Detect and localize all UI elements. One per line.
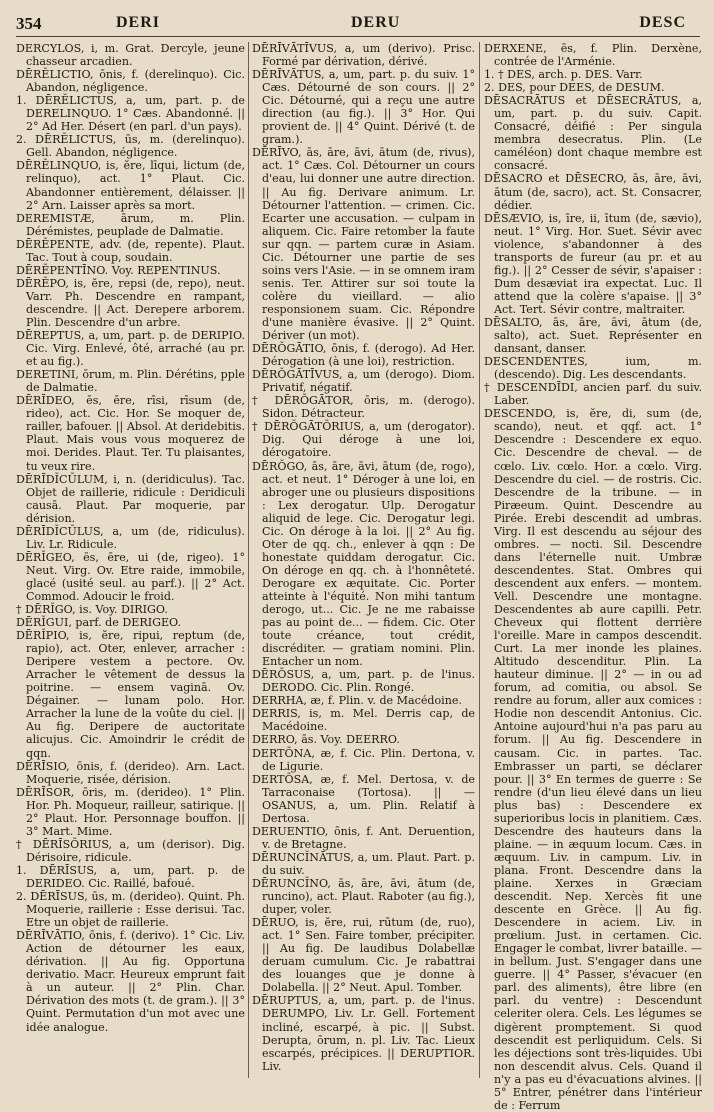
column-right xyxy=(484,42,702,1112)
dictionary-entry: DĒRĪVO, ās, āre, āvi, ātum (de, rivus), act. 1° Cæs. Col. Détourner un cours d'eau, lui donner une autre direction. || Au fig. Derivare animum. Lr. Détourner l'attention. — crimen. Cic. Ecarter une accusation. — culpam in aliquem. Cic. Faire retomber la faute sur qqn. — partem curæ in Asiam. Cic. Détourner une partie de ses soins vers l'Asie. — in se omnem iram senis. Ter. Attirer sur soi toute la colère du vieillard. — alio responsionem suam. Cic. Répondre d'une manière évasive. || 2° Quint. Dériver (un mot). xyxy=(252,146,475,343)
dictionary-entry: DERTŌSA, æ, f. Mel. Dertosa, v. de Tarraconaise (Tortosa). || — OSANUS, a, um. Plin. Relatif à Dertosa. xyxy=(252,772,475,825)
dictionary-entry: DĒRUNCĬNO, ās, āre, āvi, ātum (de, runcino), act. Plaut. Raboter (au fig.), duper, voler. xyxy=(252,877,475,917)
dictionary-entry: 2. DĒRĪSUS, ūs, m. (derideo). Quint. Ph. Moquerie, raillerie : Esse derisui. Tac. Etre un objet de raillerie. xyxy=(16,890,245,930)
dictionary-entry: DĒRUNCĬNĀTUS, a, um. Plaut. Part. p. du suiv. xyxy=(252,850,475,877)
dictionary-entry: DĒREPTUS, a, um, part. p. de DERIPIO. Cic. Virg. Enlevé, ôté, arraché (au pr. et au fig.). xyxy=(16,329,245,369)
page-header xyxy=(16,12,700,38)
dictionary-entry: 2. DĒRĔLICTUS, ūs, m. (derelinquo). Gell. Abandon, négligence. xyxy=(16,133,245,160)
dictionary-entry: DĒRĔLICTIO, ōnis, f. (derelinquo). Cic. Abandon, négligence. xyxy=(16,68,245,95)
dictionary-entry: DĒSACRO et DĒSECRO, ās, āre, āvi, ātum (de, sacro), act. St. Consacrer, dédier. xyxy=(484,172,702,212)
dictionary-entry: DĒSALTO, ās, āre, āvi, ātum (de, salto), act. Suet. Représenter en dansant, danser. xyxy=(484,315,702,356)
column-left xyxy=(16,42,245,1080)
running-head-center: DERU xyxy=(351,14,401,31)
dictionary-entry: DĒRŎGĀTIO, ōnis, f. (derogo). Ad Her. Dérogation (à une loi), restriction. xyxy=(252,342,475,369)
dictionary-entry: DERCYLOS, i, m. Grat. Dercyle, jeune chasseur arcadien. xyxy=(16,42,245,69)
dictionary-entry: DERTŌNA, æ, f. Cic. Plin. Dertona, v. de Ligurie. xyxy=(252,746,475,773)
dictionary-entry: DERUENTIO, ōnis, f. Ant. Deruention, v. de Bretagne. xyxy=(252,824,475,851)
column-divider xyxy=(248,42,249,1078)
dictionary-entry: † DĒRĪSŌRIUS, a, um (derisor). Dig. Dérisoire, ridicule. xyxy=(16,837,245,864)
dictionary-entry: DĒRĔPENTĪNO. Voy. REPENTINUS. xyxy=(16,263,221,277)
dictionary-entry: DĒRĪDĬCŬLUM, i, n. (deridiculus). Tac. Objet de raillerie, ridicule : Deridiculi causā. Plaut. Par moquerie, par dérision. xyxy=(16,472,245,525)
dictionary-entry: DEREMISTÆ, ārum, m. Plin. Dérémistes, peuplade de Dalmatie. xyxy=(16,211,245,238)
dictionary-entry: 1. † DES, arch. p. DES. Varr. xyxy=(484,68,643,82)
dictionary-entry: DĒRĪVĀTUS, a, um, part. p. du suiv. 1° Cæs. Détourné de son cours. || 2° Cic. Détourné, qui a reçu une autre direction (au fig.). || 3° Hor. Qui provient de. || 4° Quint. Dérivé (t. de gram.). xyxy=(252,68,475,147)
page-number: 354 xyxy=(16,14,42,33)
header-rule xyxy=(16,36,700,37)
dictionary-entry: DERRO, ās. Voy. DEERRO. xyxy=(252,733,400,747)
dictionary-entry: DĒRĪSIO, ōnis, f. (derideo). Arn. Lact. Moquerie, risée, dérision. xyxy=(16,759,245,786)
running-head-right: DESC xyxy=(639,14,686,31)
column-divider xyxy=(479,42,480,1078)
dictionary-entry: DERRIS, is, m. Mel. Derris cap, de Macédoine. xyxy=(252,707,475,734)
dictionary-entry: DĒRŎGĀTĪVUS, a, um (derogo). Diom. Privatif, négatif. xyxy=(252,368,475,395)
dictionary-entry: DĒRĪVĀTIO, ōnis, f. (derivo). 1° Cic. Liv. Action de détourner les eaux, dérivation. || Au fig. Opportuna derivatio. Macr. Heureux emprunt fait à un auteur. || 2° Plin. Char. Dérivation des mots (t. de gram.). || 3° Quint. Permutation d'un mot avec une idée analogue. xyxy=(16,929,245,1034)
dictionary-entry: † DĒRŎGĀTOR, ōris, m. (derogo). Sidon. Détracteur. xyxy=(252,394,475,421)
dictionary-entry: DĒRĬPIO, is, ĕre, ripui, reptum (de, rapio), act. Oter, enlever, arracher : Deripere vestem a pectore. Ov. Arracher le vêtement de dessus la poitrine. — ensem vaginā. Ov. Dégainer. — lunam polo. Hor. Arracher la lune de la voûte du ciel. || Au fig. Deripere de auctoritate alicujus. Cic. Amoindrir le crédit de qqn. xyxy=(16,629,245,760)
dictionary-entry: DĒRŎGO, ās, āre, āvi, ātum (de, rogo), act. et neut. 1° Déroger à une loi, en abroger une ou plusieurs dispositions : Lex derogatur. Ulp. Derogatur aliquid de lege. Cic. Derogatur legi. Cic. On déroge à la loi. || 2° Au fig. Oter de qq. ch., enlever à qqn : De honestate quiddam derogatur. Cic. On déroge en qq. ch. à l'honnêteté. Derogare ex æquitate. Cic. Porter atteinte à l'équité. Non mihi tantum derogo, ut... Cic. Je ne me rabaisse pas au point de... — fidem. Cic. Oter toute créance, tout crédit, discréditer. — gratiam nomini. Plin. Entacher un nom. xyxy=(252,459,475,669)
dictionary-entry: 1. DĒRĔLICTUS, a, um, part. p. de DERELINQUO. 1° Cæs. Abandonné. || 2° Ad Her. Désert (en parl. d'un pays). xyxy=(16,94,245,134)
dictionary-entry: DESCENDO, is, ĕre, di, sum (de, scando), neut. et qqf. act. 1° Descendre : Descendere ex equo. Cic. Descendre de cheval. — de cœlo. Liv. cœlo. Hor. a cœlo. Virg. Descendre du ciel. — de rostris. Cic. Descendre de la tribune. — in Piræeum. Quint. Descendre au Pirée. Erebi descendit ad umbras. Virg. Il est descendu au séjour des ombres. — nocti. Sil. Descendre dans l'éternelle nuit. Umbræ descendentes. Stat. Ombres qui descendent aux enfers. — montem. Vell. Descendre une montagne. Descendentes ab aure capilli. Petr. Cheveux qui flottent derrière l'oreille. Mare in campos descendit. Curt. La mer inonde les plaines. Altitudo descenditur. Plin. La hauteur diminue. || 2° — in ou ad forum, ad comitia, ou absol. Se rendre au forum, aller aux comices : Hodie non descendit Antonius. Cic. Antoine aujourd'hui n'a pas paru au forum. || Au fig. Descendere in causam. Cic. in partes. Tac. Embrasser un parti, se déclarer pour. || 3° En termes de guerre : Se rendre (d'un lieu élevé dans un lieu plus bas) : Descendere ex superioribus locis in planitiem. Cæs. Descendre des hauteurs dans la plaine. — in æquum locum. Cæs. in æquum. Liv. in campum. Liv. in plana. Front. Descendre dans la plaine. Xerxes in Græciam descendit. Nep. Xercès fit une descente en Grèce. || Au fig. Descendere in aciem. Liv. in prœlium. Just. in certamen. Cic. Engager le combat, livrer bataille. — in bellum. Just. S'engager dans une guerre. || 4° Passer, s'évacuer (en parl. des aliments), être libre (en parl. du ventre) : Descendunt celeriter olera. Cels. Les légumes se digèrent promptement. Si quod descendit est perliquidum. Cels. Si les déjections sont très-liquides. Ubi non descendit alvus. Cels. Quand il n'y a pas eu d'évacuations alvines. || 5° Entrer, pénétrer dans l'intérieur de : Ferrum xyxy=(484,407,702,1112)
column-middle xyxy=(252,42,475,1080)
dictionary-entry: DĒRĪDEO, ēs, ēre, rīsi, rīsum (de, rideo), act. Cic. Hor. Se moquer de, railler, bafouer. || Absol. At deridebitis. Plaut. Mais vous vous moquerez de moi. Derides. Plaut. Ter. Tu plaisantes, tu veux rire. xyxy=(16,394,245,473)
dictionary-entry: DĒRUO, is, ĕre, rui, rūtum (de, ruo), act. 1° Sen. Faire tomber, précipiter. || Au fig. De laudibus Dolabellæ deruam cumulum. Cic. Je rabattrai des louanges que je donne à Dolabella. || 2° Neut. Apul. Tomber. xyxy=(252,916,475,995)
dictionary-entry: DĒSÆVIO, is, īre, ii, ītum (de, sævio), neut. 1° Virg. Hor. Suet. Sévir avec violence, s'abandonner à des transports de fureur (au pr. et au fig.). || 2° Cesser de sévir, s'apaiser : Dum desæviat ira expectat. Luc. Il attend que la colère s'apaise. || 3° Act. Tert. Sévir contre, maltraiter. xyxy=(484,211,702,316)
dictionary-entry: DERXENE, ēs, f. Plin. Derxène, contrée de l'Arménie. xyxy=(484,42,702,69)
dictionary-entry: † DESCENDĪDI, ancien parf. du suiv. Laber. xyxy=(484,381,702,408)
dictionary-entry: DĒRĔPENTE, adv. (de, repente). Plaut. Tac. Tout à coup, soudain. xyxy=(16,237,245,264)
dictionary-entry: DESCENDENTES, ium, m. (descendo). Dig. Les descendants. xyxy=(484,355,702,382)
dictionary-entry: DERETINI, ōrum, m. Plin. Dérétins, pple de Dalmatie. xyxy=(16,368,245,395)
dictionary-entry: DĒRĔPO, is, ĕre, repsi (de, repo), neut. Varr. Ph. Descendre en rampant, descendre. || Act. Derepere arborem. Plin. Descendre d'un arbre. xyxy=(16,276,245,329)
dictionary-entry: DĒRĬGEO, ēs, ēre, ui (de, rigeo). 1° Neut. Virg. Ov. Etre raide, immobile, glacé (usité seul. au parf.). || 2° Act. Commod. Adoucir le froid. xyxy=(16,550,245,603)
dictionary-entry: DĒRUPTUS, a, um, part. p. de l'inus. DERUMPO, Liv. Lr. Gell. Fortement incliné, escarpé, à pic. || Subst. Derupta, ōrum, n. pl. Liv. Tac. Lieux escarpés, précipices. || DERUPTIOR. Liv. xyxy=(252,994,475,1073)
dictionary-entry: 2. DES, pour DEES, de DESUM. xyxy=(484,81,665,95)
dictionary-entry: DĒRĪVĀTĪVUS, a, um (derivo). Prisc. Formé par dérivation, dérivé. xyxy=(252,42,475,69)
dictionary-entry: DĒRĪSOR, ōris, m. (derideo). 1° Plin. Hor. Ph. Moqueur, railleur, satirique. || 2° Plaut. Hor. Personnage bouffon. || 3° Mart. Mime. xyxy=(16,785,245,838)
dictionary-entry: † DĒRĬGO, is. Voy. DIRIGO. xyxy=(16,603,168,617)
dictionary-entry: DĒRŌSUS, a, um, part. p. de l'inus. DERODO. Cic. Plin. Rongé. xyxy=(252,668,475,695)
dictionary-entry: † DĒRŎGĀTŌRIUS, a, um (derogator). Dig. Qui déroge à une loi, dérogatoire. xyxy=(252,420,475,460)
dictionary-entry: DĒRĬGUI, parf. de DERIGEO. xyxy=(16,616,182,630)
dictionary-entry: DERRHA, æ, f. Plin. v. de Macédoine. xyxy=(252,694,462,708)
dictionary-entry: 1. DĒRĪSUS, a, um, part. p. de DERIDEO. Cic. Raillé, bafoué. xyxy=(16,863,245,890)
dictionary-entry: DĒSACRĀTUS et DĒSECRĀTUS, a, um, part. p. du suiv. Capit. Consacré, déifié : Per singula membra desecratus. Plin. (Le caméléon) dont chaque membre est consacré. xyxy=(484,94,702,173)
dictionary-entry: DĒRĔLINQUO, is, ĕre, līqui, lictum (de, relinquo), act. 1° Plaut. Cic. Abandonner entièrement, délaisser. || 2° Arn. Laisser après sa mort. xyxy=(16,159,245,212)
dictionary-entry: DĒRĪDĬCŬLUS, a, um (de, ridiculus). Liv. Lr. Ridicule. xyxy=(16,524,245,551)
running-head-left: DERI xyxy=(116,14,161,31)
